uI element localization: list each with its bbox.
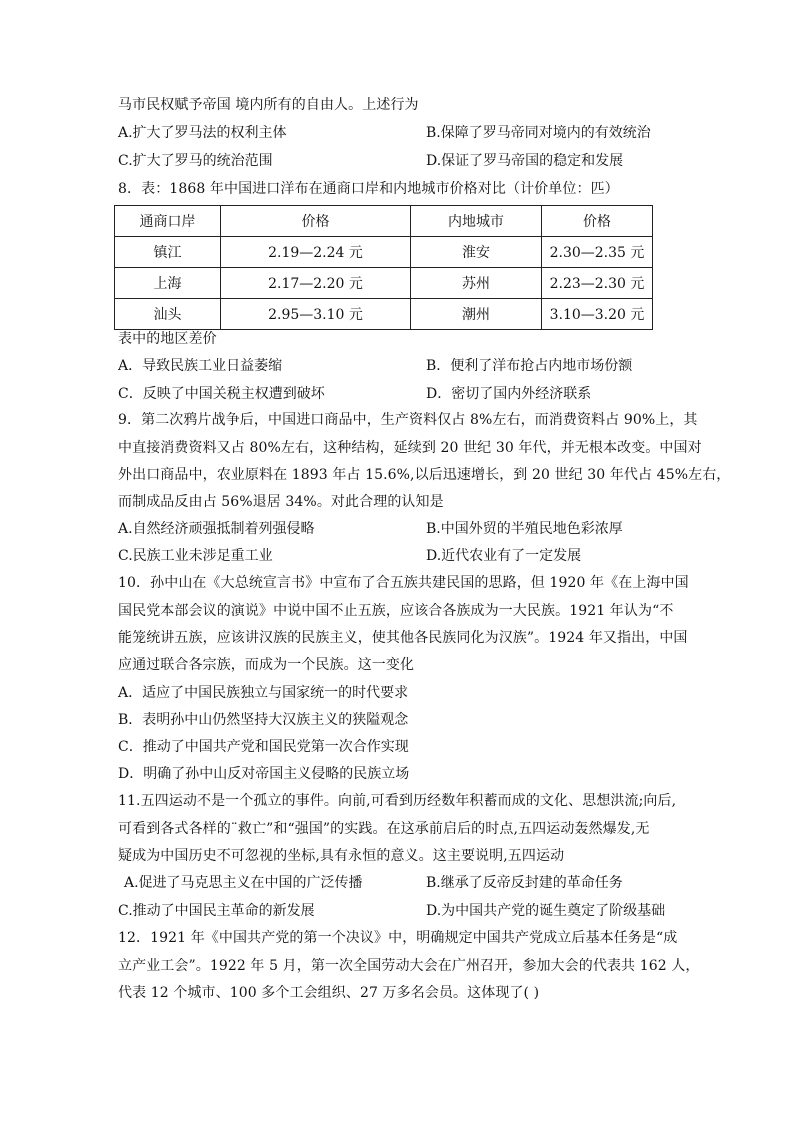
table-cell: 2.17—2.20 元 bbox=[221, 268, 411, 299]
q11-stem-line: 11.五四运动不是一个孤立的事件。向前,可看到历经数年积蓄而成的文化、思想洪流;向后, bbox=[118, 793, 677, 809]
header-cell: 通商口岸 bbox=[115, 206, 221, 237]
q10-stem-line: 国民党本部会议的演说》中说中国不止五族，应该合各族成为一大民族。1921 年认为“不 bbox=[118, 603, 674, 619]
q9-stem-line: 9．第二次鸦片战争后，中国进口商品中，生产资料仅占 8%左右，而消费资料占 90%上，其 bbox=[118, 412, 698, 428]
table-cell: 潮州 bbox=[411, 299, 542, 330]
q11-option-c: C.推动了中国民主革命的新发展 bbox=[118, 903, 315, 919]
table-header-row bbox=[115, 206, 653, 237]
q7-option-c: C.扩大了罗马的统治范围 bbox=[118, 153, 273, 169]
header-cell: 内地城市 bbox=[411, 206, 542, 237]
q11-stem-line: 疑成为中国历史不可忽视的坐标,具有永恒的意义。这主要说明,五四运动 bbox=[118, 848, 565, 864]
q10-option-a: A．适应了中国民族独立与国家统一的时代要求 bbox=[118, 685, 409, 701]
q8-after-table: 表中的地区差价 bbox=[118, 331, 217, 347]
q9-option-b: B.中国外贸的半殖民地色彩浓厚 bbox=[426, 521, 623, 537]
q7-stem-tail: 马市民权赋予帝国 境内所有的自由人。上述行为 bbox=[118, 97, 419, 113]
q12-stem-line: 代表 12 个城市、100 多个工会组织、27 万多名会员。这体现了( ) bbox=[118, 985, 540, 1001]
q8-stem: 8．表：1868 年中国进口洋布在通商口岸和内地城市价格对比（计价单位：匹） bbox=[118, 181, 619, 197]
table-cell: 汕头 bbox=[115, 299, 221, 330]
table-cell: 淮安 bbox=[411, 237, 542, 268]
q10-stem-line: 10．孙中山在《大总统宣言书》中宣布了合五族共建民国的思路，但 1920 年《在上海中国 bbox=[118, 575, 689, 591]
q11-stem-line: 可看到各式各样的¨救亡”和“强国”的实践。在这承前启后的时点,五四运动轰然爆发,无 bbox=[118, 821, 650, 837]
q9-option-a: A.自然经济顽强抵制着列强侵略 bbox=[118, 521, 315, 537]
table-cell: 2.30—2.35 元 bbox=[542, 237, 653, 268]
table-cell: 上海 bbox=[115, 268, 221, 299]
q11-option-b: B.继承了反帝反封建的革命任务 bbox=[426, 875, 623, 891]
q10-option-c: C．推动了中国共产党和国民党第一次合作实现 bbox=[118, 739, 409, 755]
table-row bbox=[115, 299, 653, 330]
q8-option-a: A．导致民族工业日益萎缩 bbox=[118, 358, 283, 374]
q9-stem-line: 外出口商品中，农业原料在 1893 年占 15.6%,以后迅速增长，到 20 世纪 30 年代占 45%左右， bbox=[118, 467, 731, 483]
q8-option-d: D．密切了国内外经济联系 bbox=[426, 386, 592, 402]
q11-option-d: D.为中国共产党的诞生奠定了阶级基础 bbox=[426, 903, 666, 919]
table-cell: 2.95—3.10 元 bbox=[221, 299, 411, 330]
q10-option-b: B．表明孙中山仍然坚持大汉族主义的狭隘观念 bbox=[118, 712, 409, 728]
q7-option-a: A.扩大了罗马法的权利主体 bbox=[118, 125, 287, 141]
q11-option-a: A.促进了马克思主义在中国的广泛传播 bbox=[124, 875, 363, 891]
table-cell: 苏州 bbox=[411, 268, 542, 299]
table-row bbox=[115, 237, 653, 268]
table-cell: 2.23—2.30 元 bbox=[542, 268, 653, 299]
q7-option-b: B.保障了罗马帝同对境内的有效统治 bbox=[426, 125, 651, 141]
header-cell: 价格 bbox=[221, 206, 411, 237]
q10-stem-line: 应通过联合各宗族，而成为一个民族。这一变化 bbox=[118, 657, 415, 673]
table-cell: 镇江 bbox=[115, 237, 221, 268]
q9-stem-line: 而制成品反由占 56%退居 34%。对此合理的认知是 bbox=[118, 494, 444, 510]
q10-stem-line: 能笼统讲五族，应该讲汉族的民族主义，使其他各民族同化为汉族”。1924 年又指出，中国 bbox=[118, 630, 688, 646]
table-row bbox=[115, 268, 653, 299]
q9-stem-line: 中直接消费资料又占 80%左右，这种结构，延续到 20 世纪 30 年代，并无根本改变。中国对 bbox=[118, 440, 702, 456]
q12-stem-line: 12．1921 年《中国共产党的第一个决议》中，明确规定中国共产党成立后基本任务是“成 bbox=[118, 930, 678, 946]
table-cell: 3.10—3.20 元 bbox=[542, 299, 653, 330]
q9-option-c: C.民族工业未涉足重工业 bbox=[118, 548, 273, 564]
q7-option-d: D.保证了罗马帝国的稳定和发展 bbox=[426, 153, 624, 169]
q10-option-d: D．明确了孙中山反对帝国主义侵略的民族立场 bbox=[118, 766, 410, 782]
header-cell: 价格 bbox=[542, 206, 653, 237]
q8-option-c: C．反映了中国关税主权遭到破坏 bbox=[118, 386, 325, 402]
price-table bbox=[114, 205, 653, 330]
q8-option-b: B．便利了洋布抢占内地市场份额 bbox=[426, 358, 633, 374]
table-cell: 2.19—2.24 元 bbox=[221, 237, 411, 268]
q12-stem-line: 立产业工会”。1922 年 5 月，第一次全国劳动大会在广州召开，参加大会的代表共 162 人， bbox=[118, 958, 700, 974]
q9-option-d: D.近代农业有了一定发展 bbox=[426, 548, 582, 564]
